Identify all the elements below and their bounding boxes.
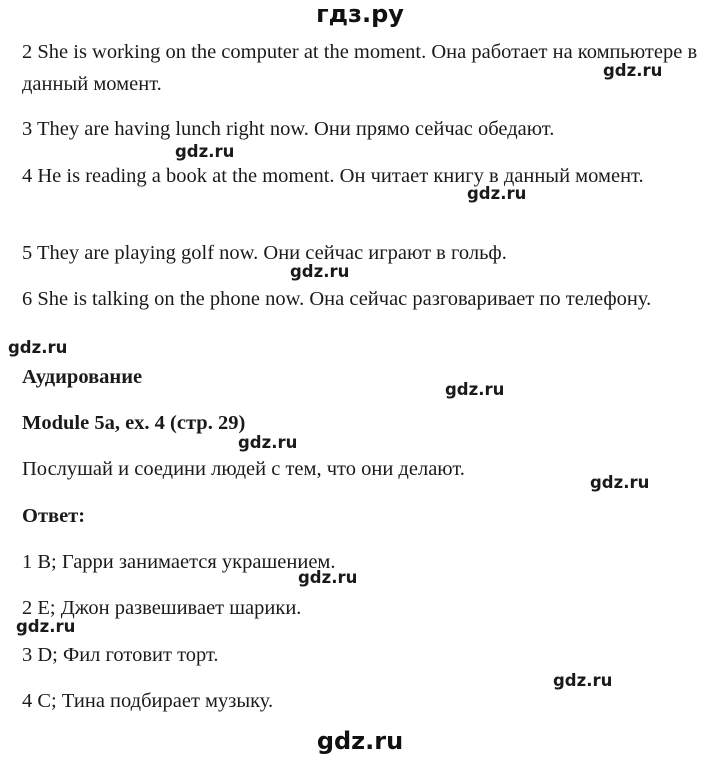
- watermark: gdz.ru: [175, 142, 235, 161]
- watermark: gdz.ru: [553, 671, 613, 690]
- watermark: gdz.ru: [8, 338, 68, 357]
- sentence-5: 5 They are playing golf now. Они сейчас играют в гольф.: [22, 242, 507, 264]
- sentence-6: 6 She is talking on the phone now. Она сейчас разговаривает по телефону.: [22, 288, 652, 310]
- answer-item-1: 1 B; Гарри занимается украшением.: [22, 551, 336, 573]
- watermark: gdz.ru: [290, 262, 350, 281]
- answer-label: Ответ:: [22, 505, 86, 527]
- watermark: gdz.ru: [16, 617, 76, 636]
- watermark: gdz.ru: [298, 568, 358, 587]
- site-footer-title[interactable]: gdz.ru: [316, 727, 404, 755]
- watermark: gdz.ru: [445, 380, 505, 399]
- exercise-instruction: Послушай и соедини людей с тем, что они делают.: [22, 458, 465, 480]
- sentence-3: 3 They are having lunch right now. Они прямо сейчас обедают.: [22, 118, 555, 140]
- sentence-4: 4 He is reading a book at the moment. Он читает книгу в данный момент.: [22, 165, 644, 187]
- watermark: gdz.ru: [467, 184, 527, 203]
- watermark: gdz.ru: [590, 473, 650, 492]
- watermark: gdz.ru: [238, 433, 298, 452]
- answer-item-3: 3 D; Фил готовит торт.: [22, 644, 219, 666]
- answer-item-4: 4 C; Тина подбирает музыку.: [22, 690, 274, 712]
- answer-item-2: 2 E; Джон развешивает шарики.: [22, 597, 302, 619]
- watermark: gdz.ru: [603, 61, 663, 80]
- site-header-title[interactable]: гдз.ру: [316, 0, 404, 28]
- exercise-heading: Module 5a, ex. 4 (стр. 29): [22, 412, 246, 434]
- section-title: Аудирование: [22, 366, 143, 388]
- sentence-2: 2 She is working on the computer at the moment. Она работает на компьютере в данный момент.: [22, 41, 698, 95]
